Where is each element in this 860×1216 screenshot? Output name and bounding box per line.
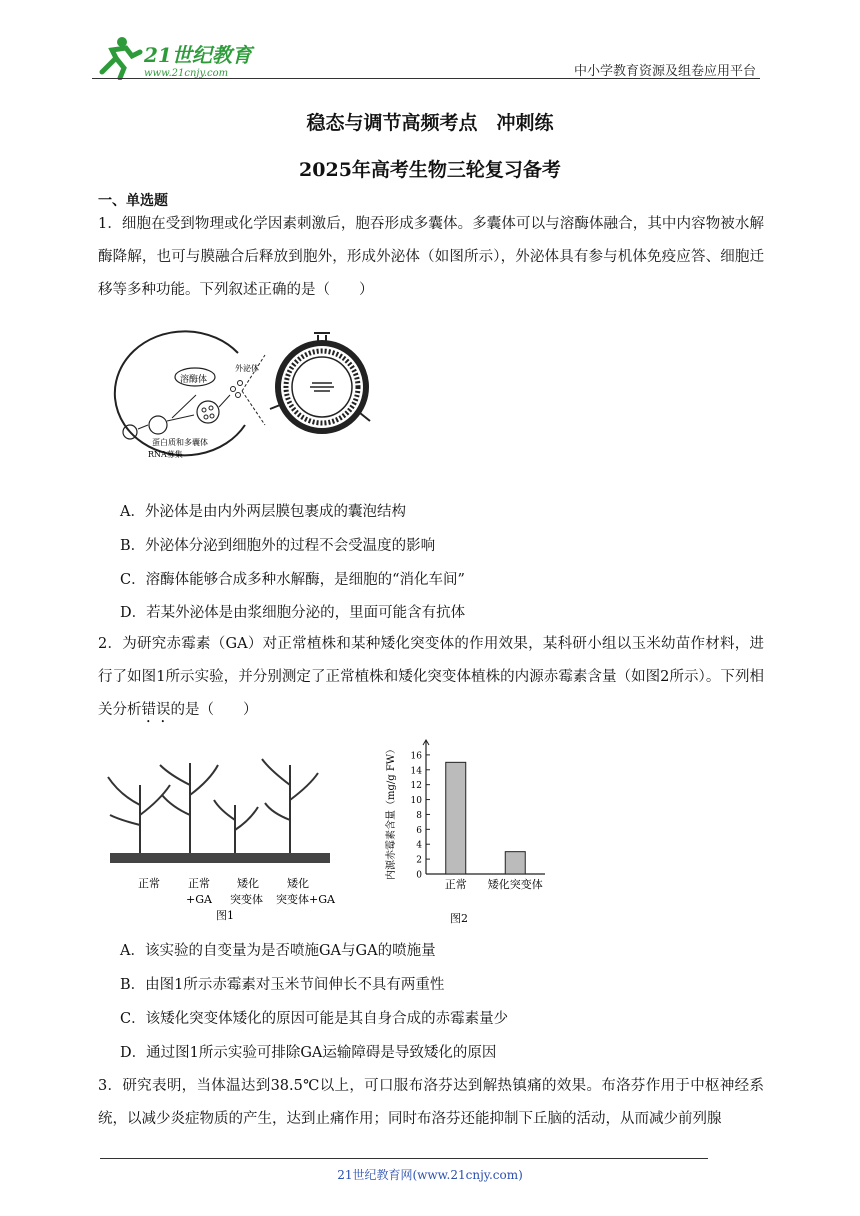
protein-label: 蛋白质和多囊体 — [152, 438, 208, 447]
page-title: 稳态与调节高频考点 冲刺练 — [306, 112, 554, 134]
q2-option-c: C．该矮化突变体矮化的原因可能是其自身合成的赤霉素量少 — [120, 1011, 509, 1027]
q2-option-a: A．该实验的自变量为是否喷施GA与GA的喷施量 — [120, 943, 436, 959]
footer-text: 21世纪教育网(www.21cnjy.com) — [337, 1168, 523, 1182]
fig1-label-dwarf2: 矮化 — [287, 877, 309, 890]
chart-ylabel: 内源赤霉素含量（mg/g FW） — [386, 743, 397, 880]
q1-exosome-figure — [262, 325, 382, 445]
page-subtitle: 2025年高考生物三轮复习备考 — [299, 159, 561, 181]
fig1-label-mutant: 突变体 — [230, 893, 263, 906]
fig1-label-normal: 正常 — [138, 877, 160, 890]
logo-url: www.21cnjy.com — [144, 68, 229, 79]
runner-icon — [102, 37, 140, 78]
q2-option-b: B．由图1所示赤霉素对玉米节间伸长不具有两重性 — [120, 977, 445, 993]
q2-bar-chart — [380, 730, 550, 930]
y-tick-label: 0 — [416, 870, 422, 881]
q2-stem-emphasis: 错误 — [141, 702, 171, 718]
header-divider — [92, 78, 760, 79]
q1-stem: 1．细胞在受到物理或化学因素刺激后，胞吞形成多囊体。多囊体可以与溶酶体融合，其中内容物被水解酶降解，也可与膜融合后释放到胞外，形成外泌体（如图所示），外泌体具有参与机体免疫应答、细胞迁移等多种功能。下列叙述正确的是（ ） — [98, 216, 764, 298]
y-tick-label: 14 — [410, 766, 422, 777]
section-heading: 一、单选题 — [98, 193, 168, 209]
fig1-caption: 图1 — [216, 909, 234, 922]
fig1-label-dwarf: 矮化 — [237, 877, 259, 890]
footer-divider — [100, 1158, 708, 1159]
y-tick-label: 8 — [416, 810, 422, 821]
rna-label: RNA募集 — [148, 450, 183, 459]
header-platform-text: 中小学教育资源及组卷应用平台 — [573, 64, 756, 79]
q1-option-a: A．外泌体是由内外两层膜包裹成的囊泡结构 — [120, 504, 406, 520]
y-tick-label: 16 — [410, 751, 422, 762]
y-tick-label: 4 — [416, 840, 422, 851]
fig1-label-normal-ga: 正常 — [188, 877, 210, 890]
q2-stem-text: 2．为研究赤霉素（GA）对正常植株和某种矮化突变体的作用效果，某科研小组以玉米幼苗作材料，进行了如图1所示实验，并分别测定了正常植株和矮化突变体植株的内源赤霉素含量（如图2所示）。下列相关分析 — [98, 636, 764, 718]
q3-stem: 3．研究表明，当体温达到38.5℃以上，可口服布洛芬达到解热镇痛的效果。布洛芬作用于中枢神经系统，以减少炎症物质的产生，达到止痛作用；同时布洛芬还能抑制下丘脑的活动，从而减少前列腺 — [98, 1078, 764, 1127]
fig1-label-mutant-ga: 突变体+GA — [276, 893, 335, 906]
chart-bars — [445, 762, 543, 891]
x-tick-label: 矮化突变体 — [487, 878, 543, 891]
q2-stem — [98, 628, 764, 727]
q2-stem-end: 的是（ ） — [170, 702, 258, 718]
q2-option-d: D．通过图1所示实验可排除GA运输障碍是导致矮化的原因 — [120, 1045, 497, 1061]
fig2-caption: 图2 — [450, 912, 468, 925]
exosome-label: 外泌体 — [235, 364, 259, 373]
fig1-label-ga: +GA — [186, 893, 212, 906]
q2-plants-figure — [100, 745, 350, 925]
bar-1 — [505, 852, 525, 874]
y-tick-label: 10 — [410, 796, 422, 807]
bar-0 — [446, 762, 466, 874]
y-tick-label: 12 — [410, 781, 422, 792]
q1-option-d: D．若某外泌体是由浆细胞分泌的，里面可能含有抗体 — [120, 605, 466, 621]
site-logo — [92, 34, 262, 80]
logo-text: 21世纪教育 — [144, 43, 252, 67]
q1-cell-figure — [100, 325, 280, 475]
y-tick-label: 2 — [416, 855, 422, 866]
q1-option-c: C．溶酶体能够合成多种水解酶，是细胞的“消化车间” — [120, 572, 465, 588]
lysosome-label: 溶酶体 — [180, 375, 208, 385]
y-tick-label: 6 — [416, 825, 422, 836]
x-tick-label: 正常 — [444, 878, 467, 891]
q1-option-b: B．外泌体分泌到细胞外的过程不会受温度的影响 — [120, 538, 436, 554]
